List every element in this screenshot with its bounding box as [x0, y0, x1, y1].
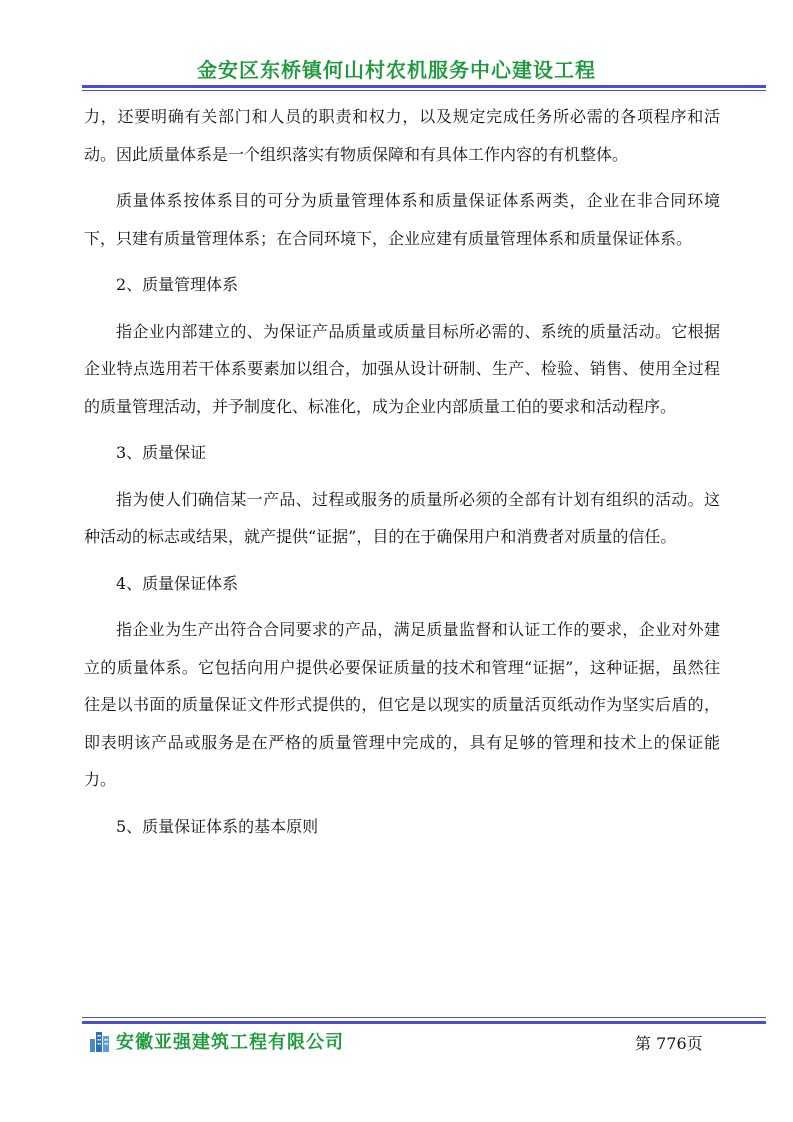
header-rule-thin	[82, 90, 766, 91]
section-heading: 5、质量保证体系的基本原则	[116, 816, 319, 836]
paragraph: 指企业为生产出符合合同要求的产品，满足质量监督和认证工作的要求，企业对外建立的质量体系。它包括向用户提供必要保证质量的技术和管理“证据”，这种证据，虽然往往是以书面的质量保证文件形式提供的，但它是以现实的质量活页纸动作为坚实后盾的，即表明该产品或服务是在严格的质量管理中完成的，具有足够的管理和技术上的保证能力。	[84, 620, 720, 789]
paragraph: 质量体系按体系目的可分为质量管理体系和质量保证体系两类，企业在非合同环境下，只建有质量管理体系；在合同环境下，企业应建有质量管理体系和质量保证体系。	[84, 191, 720, 248]
paragraph: 力，还要明确有关部门和人员的职责和权力，以及规定完成任务所必需的各项程序和活动。因此质量体系是一个组织落实有物质保障和有具体工作内容的有机整体。	[84, 107, 720, 164]
document-header-title: 金安区东桥镇何山村农机服务中心建设工程	[197, 58, 596, 82]
section-heading: 3、质量保证	[116, 443, 207, 462]
section-heading: 4、质量保证体系	[116, 573, 239, 593]
page-number: 第 776页	[635, 1034, 703, 1053]
section-heading: 2、质量管理体系	[116, 275, 239, 294]
document-body	[84, 98, 720, 845]
paragraph: 指为使人们确信某一产品、过程或服务的质量所必须的全部有计划有组织的活动。这种活动的标志或结果，就产提供“证据”，目的在于确保用户和消费者对质量的信任。	[84, 489, 720, 546]
footer-company	[90, 1028, 344, 1054]
paragraph: 指企业内部建立的、为保证产品质量或质量目标所必需的、系统的质量活动。它根据企业特点选用若干体系要素加以组合，加强从设计研制、生产、检验、销售、使用全过程的质量管理活动，并予制度化、标准化，成为企业内部质量工伯的要求和活动程序。	[84, 321, 720, 416]
footer-rule-thick	[82, 1021, 766, 1024]
building-logo-icon	[90, 1030, 110, 1052]
header-rule-thick	[82, 85, 766, 88]
footer-rule-thin	[82, 1017, 766, 1018]
footer-company-name: 安徽亚强建筑工程有限公司	[116, 1032, 344, 1053]
